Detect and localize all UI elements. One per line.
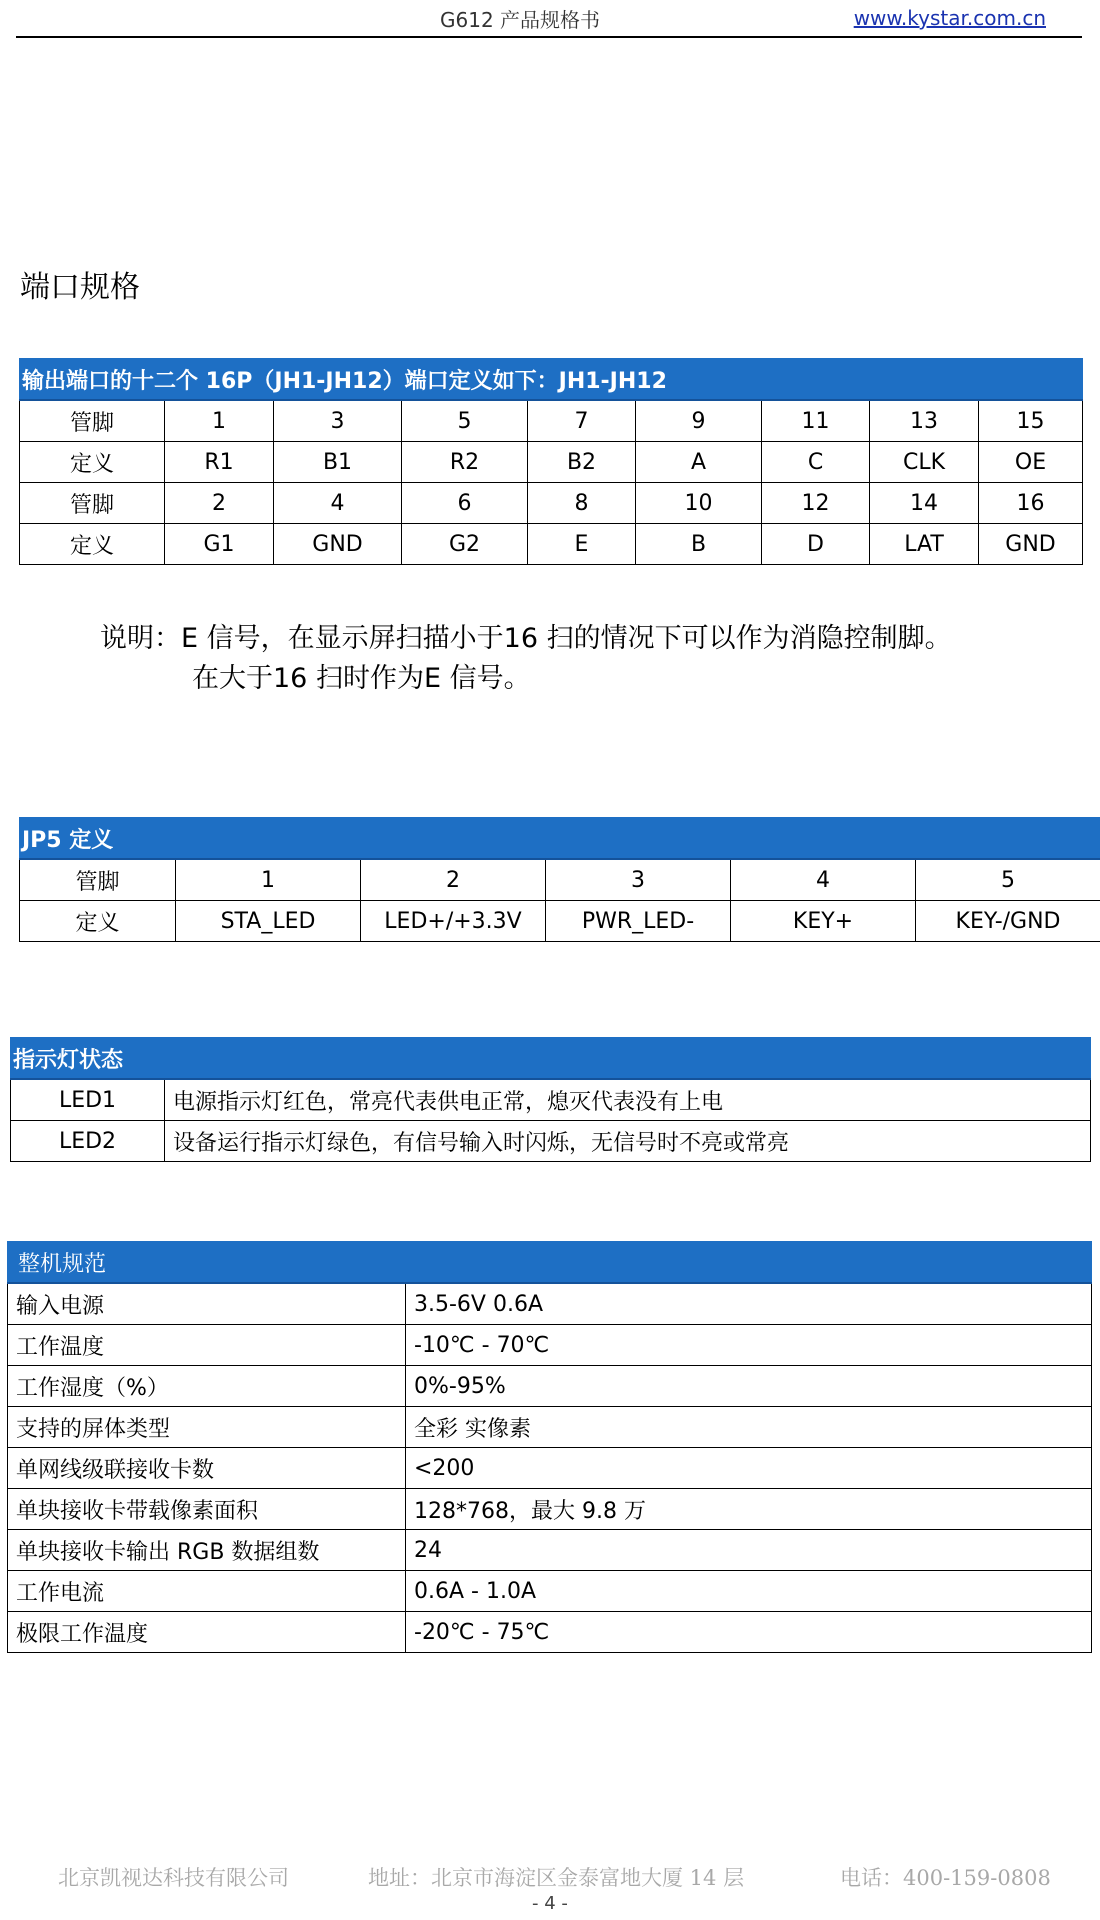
table-cell: 9 (636, 400, 762, 442)
table-cell: 管脚 (20, 400, 165, 442)
table-cell: 1 (165, 400, 274, 442)
table-cell: LED1 (11, 1079, 165, 1121)
table-cell: LED2 (11, 1121, 165, 1162)
table-cell: LED+/+3.3V (361, 901, 546, 942)
table-caption: JP5 定义 (20, 818, 1100, 860)
table-cell: B (636, 524, 762, 565)
table-cell: 管脚 (20, 859, 176, 901)
document-title: G612 产品规格书 (440, 8, 601, 32)
table-cell: 工作湿度（%） (8, 1366, 406, 1407)
table-cell: 管脚 (20, 483, 165, 524)
table-row (8, 1325, 1092, 1366)
table-cell: B2 (528, 442, 636, 483)
table-cell: -10℃ - 70℃ (406, 1325, 1092, 1366)
table-cell: 定义 (20, 442, 165, 483)
table-cell: 极限工作温度 (8, 1612, 406, 1653)
table-row (20, 524, 1083, 565)
table-caption: 指示灯状态 (11, 1038, 1091, 1080)
table-cell: 3 (546, 859, 731, 901)
table-row (8, 1530, 1092, 1571)
table-cell: 3.5-6V 0.6A (406, 1283, 1092, 1325)
table-cell: 单块接收卡输出 RGB 数据组数 (8, 1530, 406, 1571)
table-cell: 10 (636, 483, 762, 524)
table-row (20, 400, 1083, 442)
table-cell: 全彩 实像素 (406, 1407, 1092, 1448)
table-caption: 整机规范 (8, 1242, 1092, 1284)
table-row (20, 901, 1100, 942)
section-title: 端口规格 (20, 270, 140, 305)
table-cell: 13 (870, 400, 979, 442)
footer-company: 北京凯视达科技有限公司 (58, 1866, 289, 1890)
table-cell: 1 (176, 859, 361, 901)
table-cell: A (636, 442, 762, 483)
jh-port-table (19, 358, 1083, 565)
table-cell: CLK (870, 442, 979, 483)
table-cell: KEY+ (731, 901, 916, 942)
table-cell: 输入电源 (8, 1283, 406, 1325)
table-row (20, 442, 1083, 483)
table-row (11, 1079, 1091, 1121)
table-cell: R2 (402, 442, 528, 483)
table-cell: G2 (402, 524, 528, 565)
table-cell: GND (274, 524, 402, 565)
table-cell: 工作温度 (8, 1325, 406, 1366)
table-cell: 定义 (20, 901, 176, 942)
table-cell: 2 (361, 859, 546, 901)
table-cell: 0.6A - 1.0A (406, 1571, 1092, 1612)
table-cell: R1 (165, 442, 274, 483)
table-cell: 0%-95% (406, 1366, 1092, 1407)
table-cell: B1 (274, 442, 402, 483)
table-cell: 3 (274, 400, 402, 442)
website-link[interactable]: www.kystar.com.cn (853, 6, 1046, 30)
table-cell: KEY-/GND (916, 901, 1100, 942)
table-cell: 定义 (20, 524, 165, 565)
table-cell: 5 (916, 859, 1100, 901)
led-status-table (10, 1037, 1091, 1162)
table-cell: 5 (402, 400, 528, 442)
table-row (20, 483, 1083, 524)
table-cell: 支持的屏体类型 (8, 1407, 406, 1448)
table-row (8, 1448, 1092, 1489)
footer-address: 地址：北京市海淀区金泰富地大厦 14 层 (368, 1866, 745, 1890)
table-cell: 8 (528, 483, 636, 524)
table-cell: <200 (406, 1448, 1092, 1489)
table-cell: 14 (870, 483, 979, 524)
table-cell: 设备运行指示灯绿色，有信号输入时闪烁，无信号时不亮或常亮 (165, 1121, 1091, 1162)
table-cell: D (762, 524, 870, 565)
table-cell: 24 (406, 1530, 1092, 1571)
table-cell: LAT (870, 524, 979, 565)
table-cell: 16 (979, 483, 1083, 524)
table-caption: 输出端口的十二个 16P（JH1-JH12）端口定义如下：JH1-JH12 (20, 359, 1083, 401)
table-cell: 7 (528, 400, 636, 442)
table-cell: 11 (762, 400, 870, 442)
table-cell: STA_LED (176, 901, 361, 942)
table-cell: 12 (762, 483, 870, 524)
table-cell: 单网线级联接收卡数 (8, 1448, 406, 1489)
table-cell: 4 (274, 483, 402, 524)
table-cell: E (528, 524, 636, 565)
table-row (8, 1407, 1092, 1448)
table-cell: OE (979, 442, 1083, 483)
machine-spec-table (7, 1241, 1092, 1653)
table-row (8, 1571, 1092, 1612)
table-row (8, 1612, 1092, 1653)
table-cell: 15 (979, 400, 1083, 442)
table-cell: 4 (731, 859, 916, 901)
table-cell: 工作电流 (8, 1571, 406, 1612)
note-line-2: 在大于16 扫时作为E 信号。 (192, 663, 531, 694)
table-cell: G1 (165, 524, 274, 565)
footer-phone: 电话：400-159-0808 (840, 1866, 1051, 1890)
table-cell: 单块接收卡带载像素面积 (8, 1489, 406, 1530)
table-cell: 电源指示灯红色，常亮代表供电正常，熄灭代表没有上电 (165, 1079, 1091, 1121)
table-row (11, 1121, 1091, 1162)
table-row (8, 1489, 1092, 1530)
table-row (8, 1366, 1092, 1407)
table-cell: PWR_LED- (546, 901, 731, 942)
header-divider (16, 36, 1082, 38)
note-line-1: 说明：E 信号，在显示屏扫描小于16 扫的情况下可以作为消隐控制脚。 (100, 623, 952, 654)
table-cell: 6 (402, 483, 528, 524)
table-cell: C (762, 442, 870, 483)
table-cell: GND (979, 524, 1083, 565)
table-cell: 2 (165, 483, 274, 524)
page-number: - 4 - (532, 1893, 568, 1914)
table-cell: 128*768，最大 9.8 万 (406, 1489, 1092, 1530)
jp5-table (19, 817, 1100, 942)
table-row (20, 859, 1100, 901)
table-cell: -20℃ - 75℃ (406, 1612, 1092, 1653)
table-row (8, 1283, 1092, 1325)
